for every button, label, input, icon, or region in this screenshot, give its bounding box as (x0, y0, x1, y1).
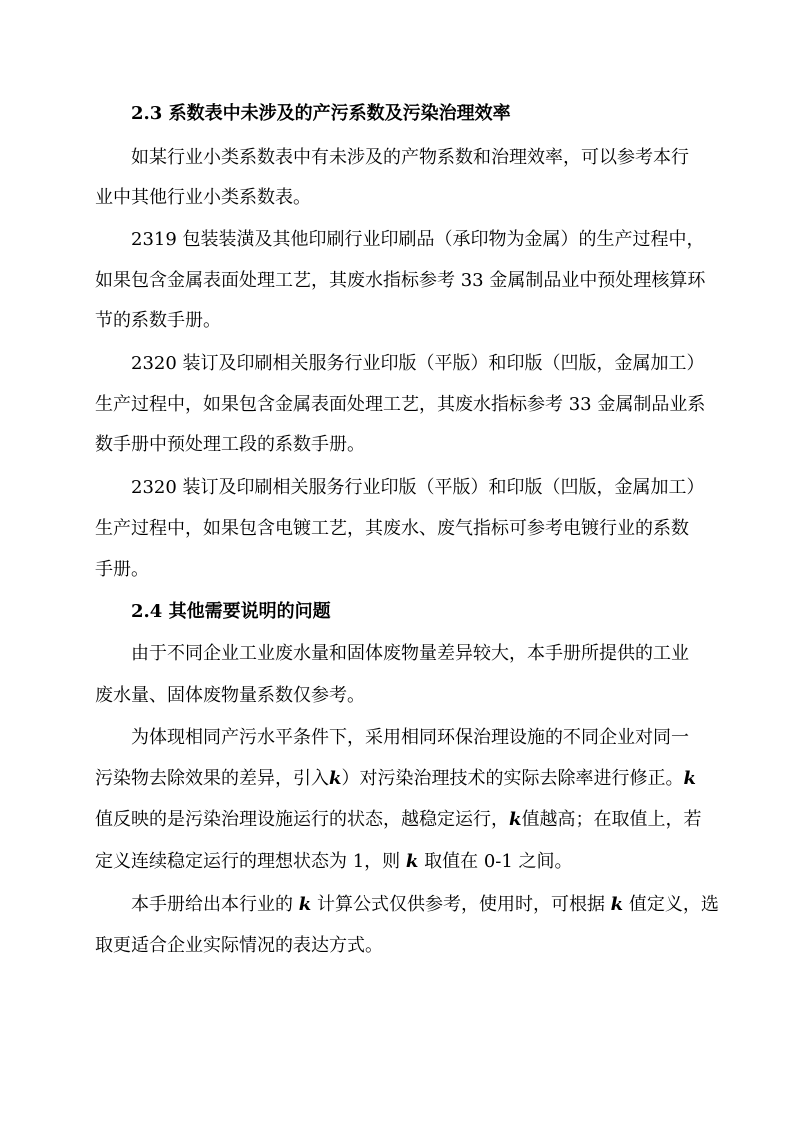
paragraph-line: 取更适合企业实际情况的表达方式。 (95, 935, 383, 956)
paragraph-line: 生产过程中，如果包含电镀工艺，其废水、废气指标可参考电镀行业的系数 (95, 518, 689, 539)
section-heading-2-4: 2.4 其他需要说明的问题 (131, 601, 331, 622)
text-span: 本手册给出本行业的 (131, 894, 299, 915)
paragraph-line: 生产过程中，如果包含金属表面处理工艺，其废水指标参考 33 金属制品业系 (95, 394, 706, 415)
paragraph-line: 业中其他行业小类系数表。 (95, 187, 311, 208)
k-symbol: k (298, 894, 312, 915)
k-symbol: k (329, 768, 342, 789)
text-span: 取值在 0-1 之间。 (418, 851, 573, 872)
paragraph-line: 数手册中预处理工段的系数手册。 (95, 434, 365, 455)
k-symbol: k (610, 894, 624, 915)
text-span: 值反映的是污染治理设施运行的状态，越稳定运行， (95, 809, 509, 830)
paragraph-line (95, 766, 696, 792)
text-span: 计算公式仅供参考，使用时，可根据 (311, 894, 611, 915)
paragraph-line: 废水量、固体废物量系数仅参考。 (95, 685, 365, 706)
paragraph-line (95, 849, 573, 875)
text-span: ）对污染治理技术的实际去除率进行修正。 (341, 768, 684, 789)
text-span: 值越高；在取值上，若 (521, 809, 702, 830)
paragraph-line: 节的系数手册。 (95, 310, 221, 331)
paragraph-line: 由于不同企业工业废水量和固体废物量差异较大，本手册所提供的工业 (131, 643, 689, 664)
paragraph-line: 手册。 (95, 559, 149, 580)
paragraph-line (131, 892, 719, 918)
text-span: 值定义，选 (623, 894, 719, 915)
k-symbol: k (683, 768, 696, 789)
k-symbol: k (405, 851, 419, 872)
paragraph-line: 2320 装订及印刷相关服务行业印版（平版）和印版（凹版，金属加工） (131, 477, 705, 498)
text-span: 污染物去除效果的差异，引入 (95, 768, 329, 789)
k-symbol: k (509, 809, 522, 830)
text-span: 定义连续稳定运行的理想状态为 1，则 (95, 851, 406, 872)
paragraph-line: 如果包含金属表面处理工艺，其废水指标参考 33 金属制品业中预处理核算环 (95, 270, 706, 291)
paragraph-line: 如某行业小类系数表中有未涉及的产物系数和治理效率，可以参考本行 (131, 147, 689, 168)
paragraph-line (95, 807, 701, 833)
section-heading-2-3: 2.3 系数表中未涉及的产污系数及污染治理效率 (131, 103, 511, 124)
paragraph-line: 2320 装订及印刷相关服务行业印版（平版）和印版（凹版，金属加工） (131, 353, 705, 374)
paragraph-line: 为体现相同产污水平条件下，采用相同环保治理设施的不同企业对同一 (131, 727, 689, 748)
paragraph-line: 2319 包装装潢及其他印刷行业印刷品（承印物为金属）的生产过程中， (131, 229, 705, 250)
